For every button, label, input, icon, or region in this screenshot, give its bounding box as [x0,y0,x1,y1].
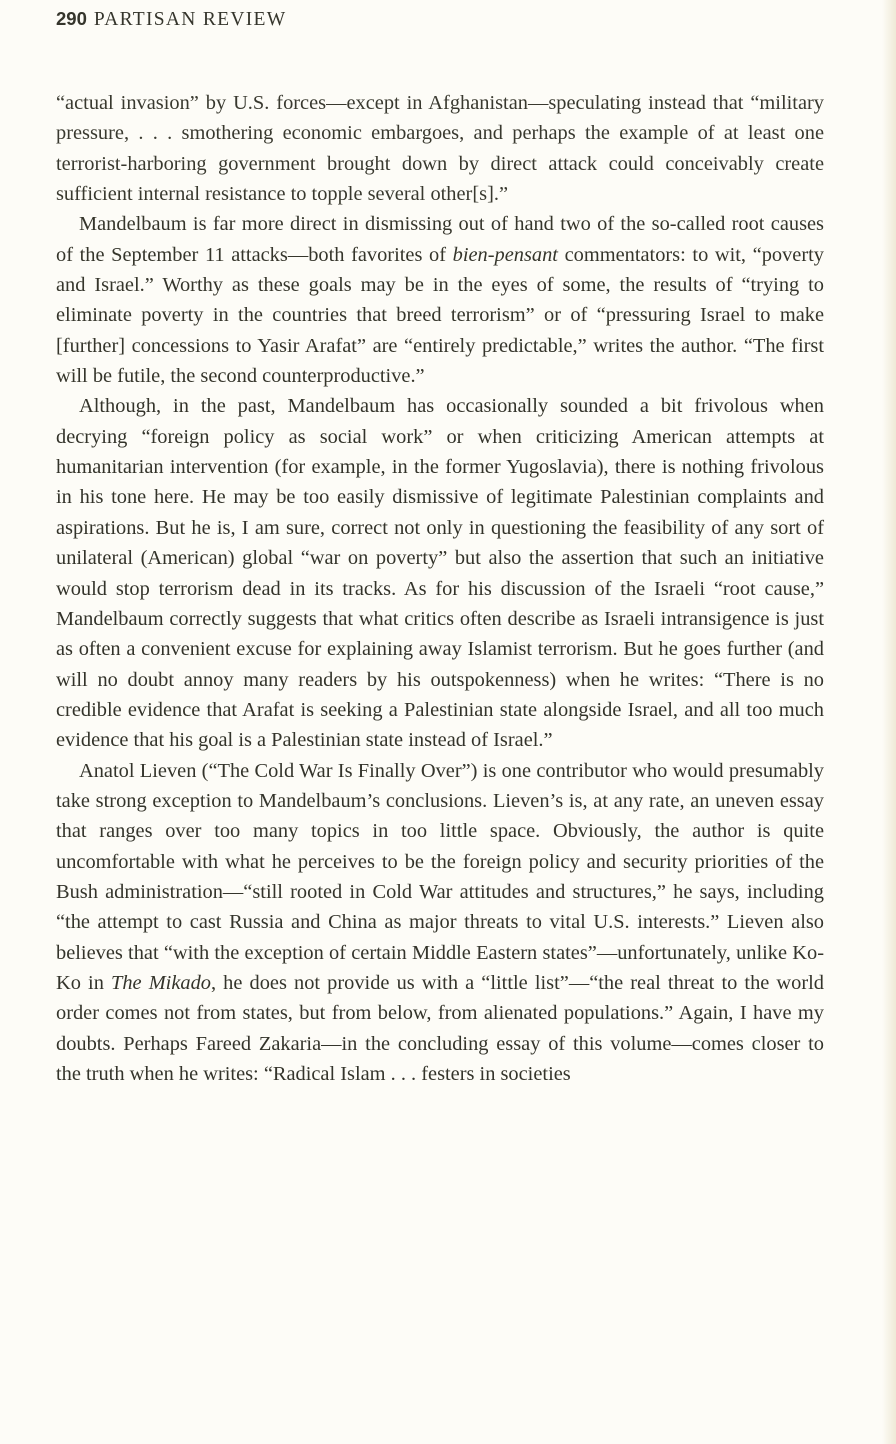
paragraph: Although, in the past, Mandelbaum has occasionally sounded a bit frivolous when decrying “foreign policy as social work” or when criticizing American attempts at humanitarian intervention (for example, in the former Yugoslavia), there is nothing frivolous in his tone here. He may be too easily dismissive of legitimate Palestinian complaints and aspirations. But he is, I am sure, correct not only in questioning the feasibility of any sort of unilateral (American) global “war on poverty” but also the assertion that such an initiative would stop terrorism dead in its tracks. As for his discussion of the Israeli “root cause,” Mandelbaum correctly suggests that what critics often describe as Israeli intransigence is just as often a convenient excuse for explaining away Islamist terrorism. But he goes further (and will no doubt annoy many readers by his outspokenness) when he writes: “There is no credible evidence that Arafat is seeking a Palestinian state alongside Israel, and all too much evidence that his goal is a Palestinian state instead of Israel.” [56,395,824,752]
paragraph-text-part: Anatol Lieven (“The Cold War Is Finally Over”) is one contributor who would presumably take strong exception to Mandelbaum’s conclusions. Lieven’s is, at any rate, an uneven essay that ranges over too many topics in too little space. Obviously, the author is quite uncomfortable with what he perceives to be the foreign policy and security priorities of the Bush administration—“still rooted in Cold War attitudes and structures,” he says, including “the attempt to cast Russia and China as major threats to vital U.S. interests.” Lieven also believes that “with the exception of certain Middle Eastern states”—unfortunately, unlike Ko-Ko in The Mikado, he does not provide us with a “little list”—“the real threat to the world order comes not from states, but from below, from alienated populations.” Again, I have my doubts. Perhaps Fareed Zakaria—in the concluding essay of this volume—comes closer to the truth when he writes: “Radical Islam . . . festers in societies [56,759,824,1085]
journal-title: PARTISAN REVIEW [93,9,287,30]
page-number: 290 [56,8,87,29]
running-head [56,8,286,31]
paragraph-text-part: Mandelbaum is far more direct in dismissing out of hand two of the so-called root causes of the September 11 attacks—both favorites of bien-pensant commentators: to wit, “poverty and Israel.” Worthy as these goals may be in the eyes of some, the results of “trying to eliminate poverty in the countries that breed terrorism” or of “pressuring Israel to make [further] concessions to Yasir Arafat” are “entirely predictable,” writes the author. “The first will be futile, the second counterproductive.” [56,213,824,388]
paragraph: “actual invasion” by U.S. forces—except in Afghanistan—speculating instead that “military pressure, . . . smothering economic embargoes, and perhaps the example of at least one terrorist-harboring government brought down by direct attack could conceivably create sufficient internal resistance to topple several other[s].” [56,92,824,206]
body-text [56,88,824,1089]
paragraph [56,756,824,1090]
paragraph [56,209,824,391]
